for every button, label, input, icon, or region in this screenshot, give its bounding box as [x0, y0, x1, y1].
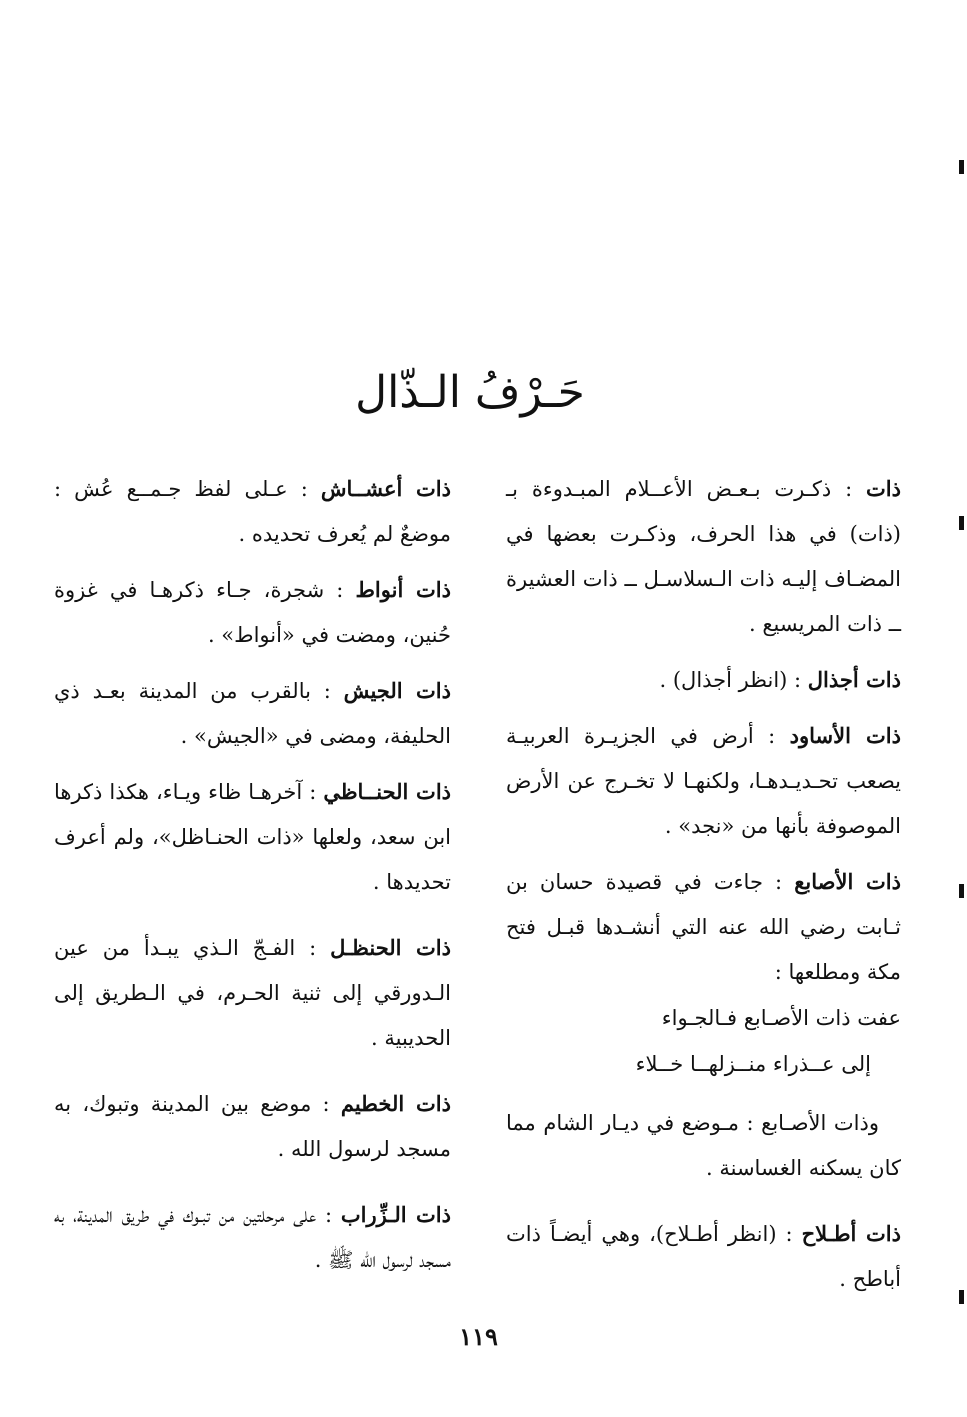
entry-headword: ذات الخطيم — [340, 1091, 451, 1116]
entry-continuation: وذات الأصـابع : مـوضع في ديـار الشام مما كان يسكنه الغساسنة . — [506, 1111, 901, 1180]
entry — [506, 859, 901, 1191]
entry — [54, 1192, 451, 1283]
entry-text: : جاءت في قصيدة حسان بن ثـابت رضي الله عنه التي أنشـدها قبـل فتح مكة ومطلعها : — [506, 870, 901, 984]
right-column — [506, 466, 901, 1312]
poem-verse — [506, 995, 901, 1087]
entry-text: : موضع بين المدينة وتبوك، به مسجد لرسول الله . — [54, 1092, 451, 1161]
entry-text: : أرض في الجزيـرة العربيـة يصعب تحـديـدهـا، ولكنهـا لا تخـرج عن الأرض الموصوفة بأنها من «نجد» . — [506, 724, 901, 838]
entry-headword: ذات الجيش — [343, 678, 451, 703]
entry-text: : (انظر أطـلاح)، وهي أيضـاً ذات أباطح . — [506, 1222, 901, 1291]
entry — [506, 657, 901, 703]
entry — [506, 1211, 901, 1302]
entry-headword: ذات — [866, 476, 901, 501]
left-column — [54, 466, 451, 1293]
entry-text: : شجرة، جـاء ذكرهـا في غزوة حُنين، ومضت في «أنواط» . — [54, 578, 451, 647]
page-number: ١١٩ — [459, 1322, 498, 1351]
scan-edge-mark — [959, 516, 964, 530]
entry — [54, 925, 451, 1061]
entry-text: : على مرحلتين من تبـوك في طريق المدينة، به مسجد لرسول الله ﷺ . — [54, 1203, 451, 1272]
scan-edge-mark — [959, 1290, 964, 1304]
entry — [506, 466, 901, 647]
scan-edge-mark — [959, 884, 964, 898]
entry-text: : عـلى لفظ جـمــع عُش : موضعٌ لم يُعرف تحديده . — [54, 477, 451, 546]
entry-text: : الفـجّ الـذي يبـدأ من عين الـدورقي إلى ثنية الحـرم، في الـطريق إلى الحديبية . — [54, 936, 451, 1050]
scan-edge-mark — [959, 160, 964, 174]
entry-text: : ذكـرت بـعـض الأعــلام المبـدوءة بـ (ذات) في هذا الحرف، وذكـرت بعضها في المضـاف إليـه ذات الـسلاسـل ــ ذات العشيرة ــ ذات المريسيع . — [506, 477, 901, 636]
chapter-title: حَـرْفُ الـذّال — [355, 367, 585, 419]
entry-text: : (انظر أجذال) . — [659, 668, 802, 692]
entry-headword: ذات الأساود — [789, 723, 901, 748]
entry — [54, 769, 451, 905]
entry-text: : آخرهـا ظاء ويـاء، هكذا ذكرها ابن سعد، ولعلها «ذات الحنـاظل»، ولم أعرف تحديدها . — [54, 780, 451, 894]
entry-headword: ذات أطـلاح — [801, 1221, 901, 1246]
entry — [54, 1081, 451, 1172]
entry — [54, 668, 451, 759]
entry-headword: ذات الحنظـل — [330, 935, 451, 960]
entry-headword: ذات أعشــاش — [320, 476, 451, 501]
entry-headword: ذات الأصابع — [794, 869, 901, 894]
entry-headword: ذات الحنــاظي — [323, 779, 451, 804]
verse-line: عفت ذات الأصـابع فـالجـواء — [661, 1006, 901, 1030]
entry-text: : بالقرب من المدينة بعـد ذي الحليفة، ومضى في «الجيش» . — [54, 679, 451, 748]
entry — [54, 466, 451, 557]
entry-headword: ذات أجذال — [807, 667, 901, 692]
entry — [54, 567, 451, 658]
entry-headword: ذات أنواط — [355, 577, 451, 602]
entry-headword: ذات الـزِّراب — [340, 1202, 451, 1227]
entry — [506, 713, 901, 849]
verse-line: إلى عــذراء منــزلهــا خــلاء — [635, 1052, 871, 1076]
